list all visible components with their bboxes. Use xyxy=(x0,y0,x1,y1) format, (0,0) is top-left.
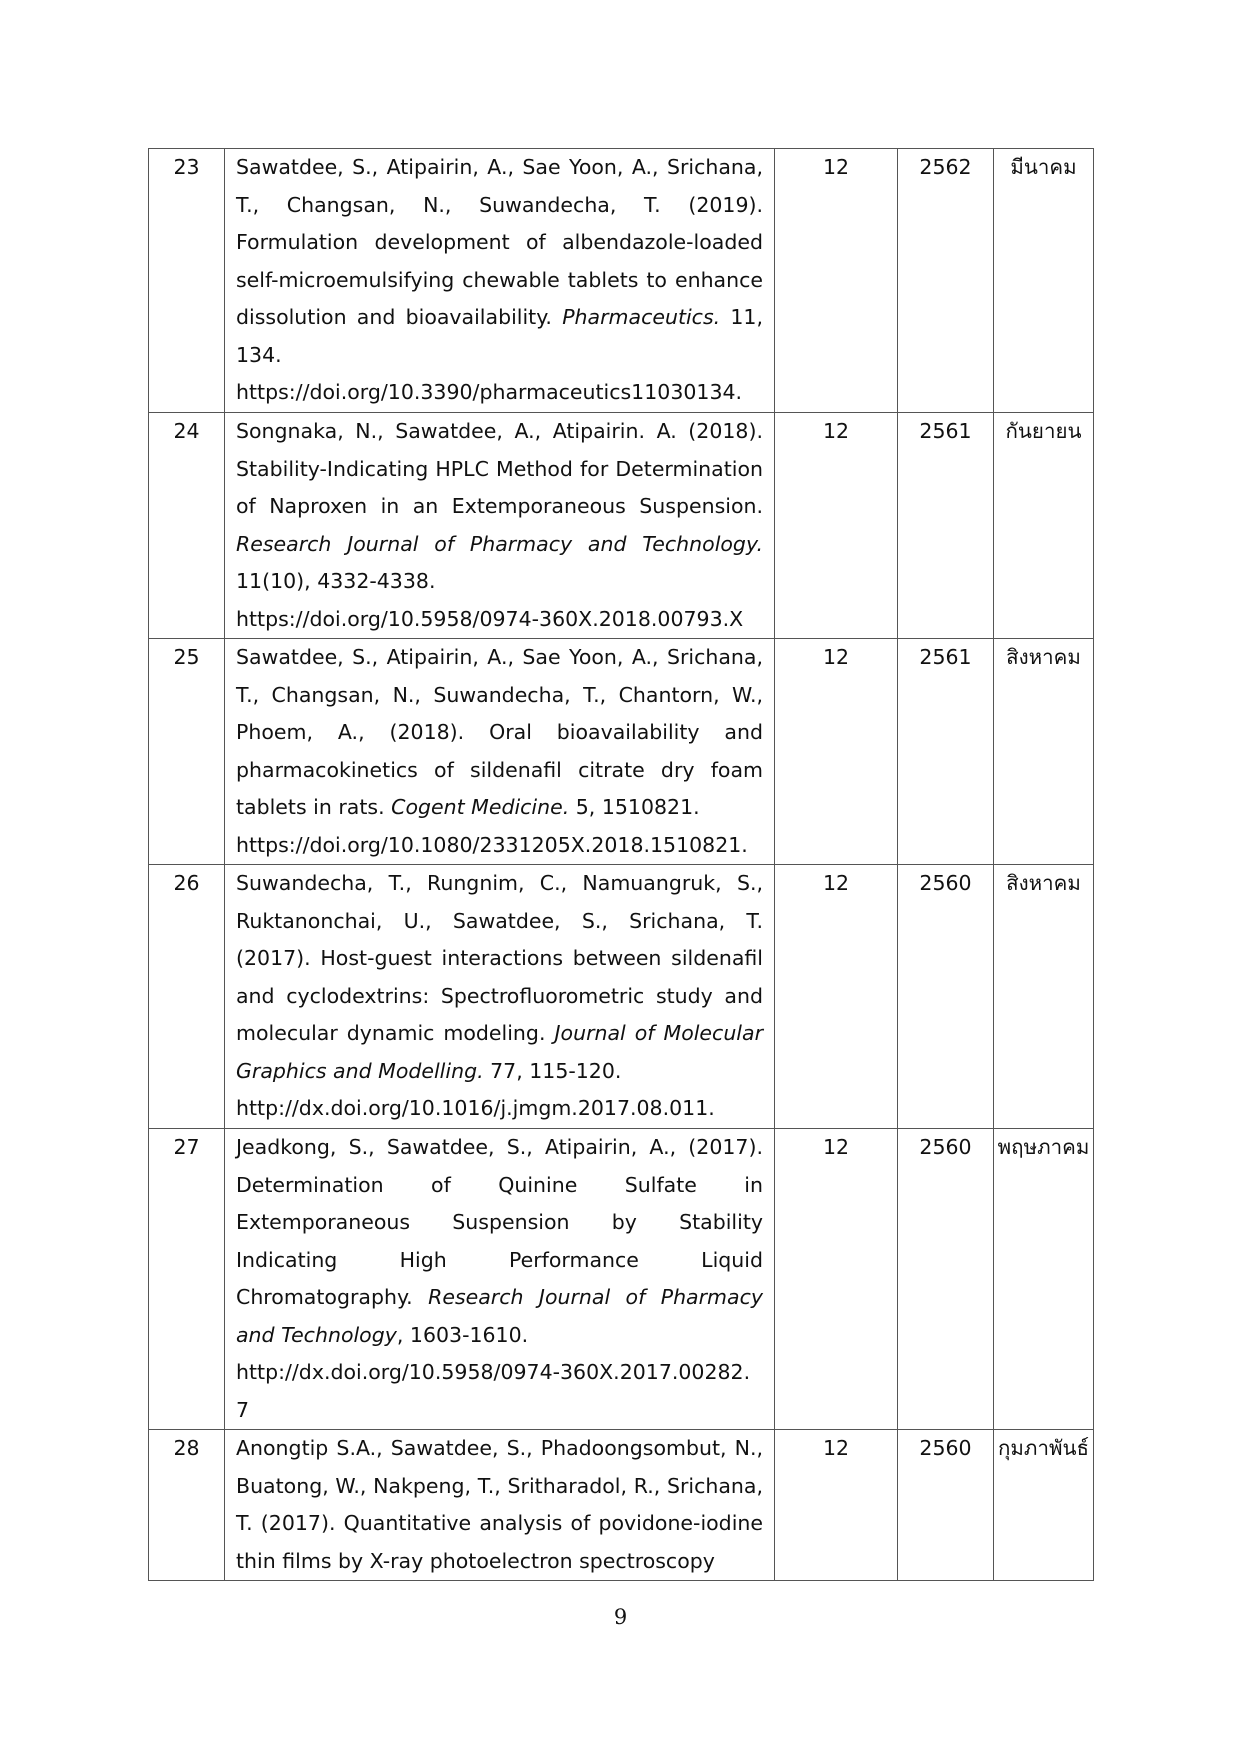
row-number: 27 xyxy=(149,1129,225,1430)
row-number: 24 xyxy=(149,413,225,639)
row-number: 23 xyxy=(149,149,225,413)
year-cell: 2560 xyxy=(898,865,994,1129)
reference-authors-title: Sawatdee, S., Atipairin, A., Sae Yoon, A., Srichana, T., Changsan, N., Suwandecha, T. (2019). Formulation development of albendazole-loaded self-microemulsifying chewable tablets to enhance dissolution and bioavailability. xyxy=(236,155,763,329)
month-cell: กุมภาพันธ์ xyxy=(994,1430,1094,1581)
doi-link[interactable]: http://dx.doi.org/10.1016/j.jmgm.2017.08.011. xyxy=(236,1096,715,1120)
reference-volume-pages: 11, 134. xyxy=(236,305,763,367)
journal-name: Research Journal of Pharmacy and Technology xyxy=(236,1285,763,1347)
reference-cell xyxy=(225,149,775,413)
month-cell: มีนาคม xyxy=(994,149,1094,413)
row-number: 25 xyxy=(149,639,225,865)
reference-authors-title: Anongtip S.A., Sawatdee, S., Phadoongsombut, N., Buatong, W., Nakpeng, T., Sritharadol, R., Srichana, T. (2017). Quantitative analysis of povidone-iodine thin films by X-ray photoelectron spectroscopy xyxy=(236,1436,763,1573)
year-cell: 2561 xyxy=(898,413,994,639)
reference-volume-pages: , 1603-1610. xyxy=(396,1322,529,1347)
month-cell: พฤษภาคม xyxy=(994,1129,1094,1430)
reference-cell xyxy=(225,1129,775,1430)
month-cell: กันยายน xyxy=(994,413,1094,639)
doi-link[interactable]: https://doi.org/10.5958/0974-360X.2018.00793.X xyxy=(236,606,744,631)
table-row xyxy=(149,1129,1094,1430)
reference-authors-title: Songnaka, N., Sawatdee, A., Atipairin. A. (2018). Stability-Indicating HPLC Method for Determination of Naproxen in an Extemporaneous Suspension. xyxy=(236,419,763,518)
count-cell: 12 xyxy=(775,639,898,865)
doi-link[interactable]: http://dx.doi.org/10.5958/0974-360X.2017.00282.7 xyxy=(236,1360,751,1422)
journal-name: Research Journal of Pharmacy and Technology. xyxy=(236,531,763,556)
count-cell: 12 xyxy=(775,1430,898,1581)
table-row xyxy=(149,413,1094,639)
reference-cell xyxy=(225,639,775,865)
year-cell: 2561 xyxy=(898,639,994,865)
journal-name: Cogent Medicine. xyxy=(391,795,570,819)
page-number: 9 xyxy=(613,1605,628,1629)
row-number: 26 xyxy=(149,865,225,1129)
table-row xyxy=(149,1430,1094,1581)
count-cell: 12 xyxy=(775,865,898,1129)
reference-volume-pages: 77, 115-120. xyxy=(483,1058,622,1083)
reference-volume-pages: 5, 1510821. xyxy=(569,795,700,819)
year-cell: 2560 xyxy=(898,1430,994,1581)
count-cell: 12 xyxy=(775,1129,898,1430)
publications-table xyxy=(148,148,1094,1581)
doi-link[interactable]: https://doi.org/10.3390/pharmaceutics11030134. xyxy=(236,380,743,404)
month-cell: สิงหาคม xyxy=(994,865,1094,1129)
row-number: 28 xyxy=(149,1430,225,1581)
year-cell: 2562 xyxy=(898,149,994,413)
count-cell: 12 xyxy=(775,149,898,413)
reference-authors-title: Suwandecha, T., Rungnim, C., Namuangruk, S., Ruktanonchai, U., Sawatdee, S., Srichana, T. (2017). Host-guest interactions between sildenafil and cyclodextrins: Spectrofluorometric study and molecular dynamic modeling. xyxy=(236,871,763,1045)
doi-link[interactable]: https://doi.org/10.1080/2331205X.2018.1510821. xyxy=(236,832,748,857)
reference-authors-title: Sawatdee, S., Atipairin, A., Sae Yoon, A., Srichana, T., Changsan, N., Suwandecha, T., Chantorn, W., Phoem, A., (2018). Oral bioavailability and pharmacokinetics of sildenafil citrate dry foam tablets in rats. xyxy=(236,645,763,819)
reference-authors-title: Jeadkong, S., Sawatdee, S., Atipairin, A., (2017). Determination of Quinine Sulfate in Extemporaneous Suspension by Stability Indicating High Performance Liquid Chromatography. xyxy=(236,1135,763,1309)
table-row xyxy=(149,639,1094,865)
year-cell: 2560 xyxy=(898,1129,994,1430)
table-row xyxy=(149,865,1094,1129)
reference-volume-pages: 11(10), 4332-4338. xyxy=(236,569,436,593)
count-cell: 12 xyxy=(775,413,898,639)
journal-name: Pharmaceutics. xyxy=(562,305,721,329)
journal-name: Journal of Molecular Graphics and Modelling. xyxy=(236,1021,763,1083)
reference-cell xyxy=(225,865,775,1129)
month-cell: สิงหาคม xyxy=(994,639,1094,865)
table-row xyxy=(149,149,1094,413)
reference-cell xyxy=(225,1430,775,1581)
reference-cell xyxy=(225,413,775,639)
